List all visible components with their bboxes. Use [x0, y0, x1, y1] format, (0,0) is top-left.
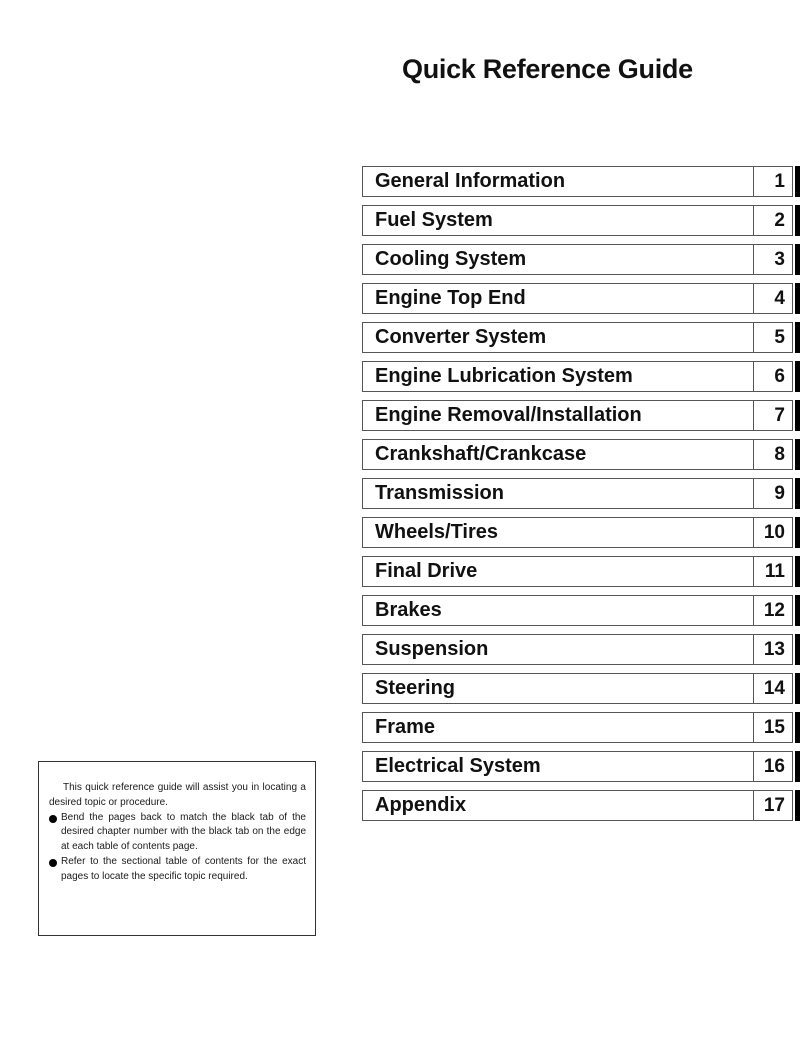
chapter-label-box — [362, 166, 753, 197]
chapter-number-box — [753, 283, 793, 314]
chapter-row[interactable] — [362, 205, 800, 236]
chapter-row[interactable] — [362, 283, 800, 314]
chapter-row[interactable] — [362, 166, 800, 197]
chapter-title: Wheels/Tires — [375, 521, 499, 543]
chapter-title: Suspension — [375, 638, 489, 660]
black-edge-tab — [795, 205, 800, 236]
chapter-row[interactable] — [362, 439, 800, 470]
chapter-label-box — [362, 283, 753, 314]
chapter-number-box — [753, 556, 793, 587]
page-title: Quick Reference Guide — [402, 54, 693, 84]
black-edge-tab — [795, 556, 800, 587]
note-bullet — [49, 855, 306, 885]
chapter-title: Frame — [375, 716, 436, 738]
chapter-title: Cooling System — [375, 248, 527, 270]
chapter-label-box — [362, 244, 753, 275]
chapter-title: Converter System — [375, 326, 547, 348]
chapter-number: 11 — [764, 561, 785, 582]
chapter-number: 10 — [763, 522, 785, 543]
black-edge-tab — [795, 166, 800, 197]
chapter-row[interactable] — [362, 673, 800, 704]
note-intro: This quick reference guide will assist you in locating a desired topic or procedure. — [49, 782, 306, 808]
chapter-number-box — [753, 595, 793, 626]
chapter-number: 17 — [763, 795, 785, 816]
chapter-title: Brakes — [375, 599, 442, 621]
chapter-number: 6 — [774, 366, 785, 387]
chapter-label-box — [362, 751, 753, 782]
chapter-number: 16 — [763, 756, 785, 777]
chapter-title: Crankshaft/Crankcase — [375, 443, 587, 465]
black-edge-tab — [795, 751, 800, 782]
chapter-number: 7 — [774, 405, 785, 426]
chapter-label-box — [362, 205, 753, 236]
chapter-number: 4 — [774, 288, 785, 309]
chapter-number-box — [753, 751, 793, 782]
chapter-row[interactable] — [362, 478, 800, 509]
chapter-row[interactable] — [362, 361, 800, 392]
chapter-number-box — [753, 244, 793, 275]
bullet-dot-icon — [49, 815, 57, 823]
chapter-row[interactable] — [362, 244, 800, 275]
chapter-number-box — [753, 478, 793, 509]
chapter-label-box — [362, 361, 753, 392]
chapter-row[interactable] — [362, 517, 800, 548]
black-edge-tab — [795, 283, 800, 314]
black-edge-tab — [795, 712, 800, 743]
chapter-row[interactable] — [362, 712, 800, 743]
chapter-label-box — [362, 478, 753, 509]
black-edge-tab — [795, 439, 800, 470]
chapter-number-box — [753, 634, 793, 665]
note-bullet — [49, 811, 306, 855]
chapter-label-box — [362, 634, 753, 665]
chapter-title: Electrical System — [375, 755, 541, 777]
chapter-number: 12 — [763, 600, 785, 621]
black-edge-tab — [795, 790, 800, 821]
chapter-row[interactable] — [362, 400, 800, 431]
chapter-label-box — [362, 400, 753, 431]
chapter-label-box — [362, 322, 753, 353]
black-edge-tab — [795, 595, 800, 626]
chapter-title: Fuel System — [375, 209, 493, 231]
note-bullet-text: Refer to the sectional table of contents for the exact pages to locate the specific topic required. — [61, 855, 306, 882]
chapter-label-box — [362, 595, 753, 626]
black-edge-tab — [795, 400, 800, 431]
black-edge-tab — [795, 673, 800, 704]
chapter-number: 5 — [774, 327, 785, 348]
chapter-label-box — [362, 439, 753, 470]
chapter-number: 15 — [763, 717, 785, 738]
chapter-number-box — [753, 322, 793, 353]
black-edge-tab — [795, 244, 800, 275]
note-bullet-text: Bend the pages back to match the black tab of the desired chapter number with the black tab on the edge at each table of contents page. — [61, 811, 306, 853]
chapter-label-box — [362, 790, 753, 821]
chapter-number: 14 — [763, 678, 785, 699]
chapter-title: Appendix — [375, 794, 467, 816]
chapter-number-box — [753, 166, 793, 197]
chapter-index — [362, 166, 800, 829]
usage-note-box — [38, 761, 316, 936]
chapter-number: 9 — [774, 483, 785, 504]
chapter-number-box — [753, 400, 793, 431]
chapter-number-box — [753, 205, 793, 236]
chapter-row[interactable] — [362, 790, 800, 821]
chapter-number: 2 — [774, 210, 785, 231]
black-edge-tab — [795, 361, 800, 392]
black-edge-tab — [795, 322, 800, 353]
black-edge-tab — [795, 634, 800, 665]
chapter-title: Final Drive — [375, 560, 478, 582]
chapter-label-box — [362, 517, 753, 548]
chapter-number-box — [753, 439, 793, 470]
chapter-row[interactable] — [362, 634, 800, 665]
bullet-dot-icon — [49, 859, 57, 867]
chapter-label-box — [362, 556, 753, 587]
chapter-title: General Information — [375, 170, 566, 192]
chapter-title: Transmission — [375, 482, 504, 504]
chapter-row[interactable] — [362, 556, 800, 587]
black-edge-tab — [795, 517, 800, 548]
chapter-title: Engine Lubrication System — [375, 365, 633, 387]
black-edge-tab — [795, 478, 800, 509]
chapter-number-box — [753, 361, 793, 392]
chapter-number-box — [753, 517, 793, 548]
chapter-number-box — [753, 790, 793, 821]
chapter-row[interactable] — [362, 322, 800, 353]
chapter-label-box — [362, 712, 753, 743]
chapter-number-box — [753, 673, 793, 704]
chapter-row[interactable] — [362, 751, 800, 782]
chapter-number: 3 — [774, 249, 785, 270]
chapter-row[interactable] — [362, 595, 800, 626]
chapter-title: Engine Top End — [375, 287, 526, 309]
chapter-number-box — [753, 712, 793, 743]
chapter-title: Steering — [375, 677, 456, 699]
chapter-label-box — [362, 673, 753, 704]
chapter-number: 8 — [774, 444, 785, 465]
chapter-title: Engine Removal/Installation — [375, 404, 642, 426]
chapter-number: 13 — [763, 639, 785, 660]
chapter-number: 1 — [774, 171, 785, 192]
